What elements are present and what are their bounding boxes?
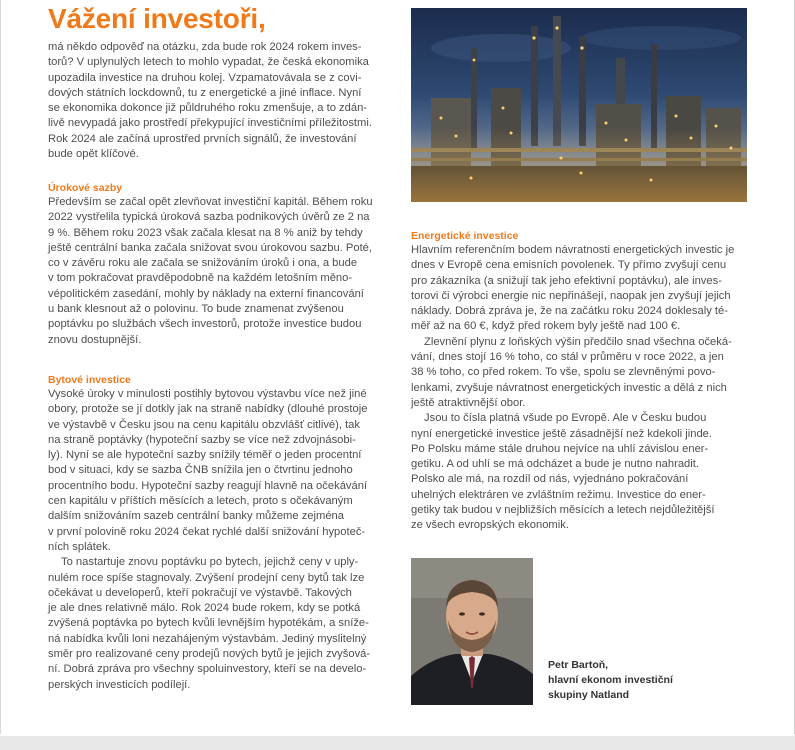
section-heading: Energetické investice: [411, 230, 519, 242]
text-line: ná nabídka kvůli loni nezahájeným výstavbám. Jediný myslitelný: [48, 632, 367, 645]
section-energeticke-investice: [411, 229, 747, 534]
text-line: 9 %. Během roku 2023 však začala klesat na 8 % aniž by tehdy: [48, 226, 363, 239]
text-line: náklady. Dobrá zpráva je, že na začátku roku 2024 doklesaly té-: [411, 305, 728, 318]
text-line: procentního bodu. Hypoteční sazby reagují hlavně na očekávání: [48, 479, 368, 492]
intro-line: bude opět klíčové.: [48, 148, 139, 161]
text-line: u bank klesnout až o polovinu. To bude znamenat zvýšenou: [48, 303, 344, 316]
text-line: Vysoké úroky v minulosti postihly bytovou výstavbu více než jiné: [48, 388, 367, 400]
intro-line: upozadila investice na druhou kolej. Vzpamatovávala se z covi-: [48, 71, 362, 84]
text-line: Jsou to čísla platná všude po Evropě. Ale v Česku budou: [424, 412, 707, 425]
text-line: Zlevnění plynu z loňských výšin předčilo snad všechna očeká-: [424, 335, 732, 348]
intro-line: torů? V uplynulých letech to mohlo vypadat, že česká ekonomika: [48, 56, 369, 69]
text-line: ještě atraktivnější obor.: [411, 396, 526, 409]
text-line: 38 % toho, co před rokem. To vše, spolu se zlevněnými povo-: [411, 366, 716, 379]
text-line: getiky tak budou v nejbližších měsících a letech nejdůležitější: [411, 504, 715, 517]
bottom-bar: [0, 736, 795, 750]
text-line: perských investicích podílejí.: [48, 678, 191, 691]
text-line: v tom pokračovat pravděpodobně na každém letošním měno-: [48, 272, 353, 285]
intro-line: dových státních lockdownů, tu z energetické a jiné inflace. Nyní: [48, 86, 362, 99]
text-line: pro zákazníka (a snižují tak jeho efektivní poptávku), ale inves-: [411, 274, 722, 287]
text-line: ních splátek.: [48, 540, 111, 553]
text-line: Po Polsku máme stále druhou nejvíce na uhlí závislou ener-: [411, 442, 709, 455]
intro-line: má někdo odpověď na otázku, zda bude rok 2024 rokem inves-: [48, 41, 362, 53]
text-line: To nastartuje znovu poptávku po bytech, jejichž ceny v uply-: [61, 556, 359, 569]
text-line: getiku. A od uhlí se má odcházet a bude je nutno nahradit.: [411, 458, 699, 471]
text-line: ze všech evropských ekonomik.: [411, 519, 569, 532]
text-line: uhelných elektráren ve zvláštním režimu. Investice do ener-: [411, 488, 706, 501]
author-portrait-photo: [411, 558, 533, 705]
text-line: směr pro realizované ceny prodejů nových bytů je jejich zvyšová-: [48, 648, 371, 661]
text-line: torovi či výrobci energie nic nepřinášejí, naopak jen zvyšují jejich: [411, 289, 731, 302]
text-line: nyní energetické investice ještě zásadnější než kdekoli jinde.: [411, 427, 712, 440]
text-line: ve výstavbě v Česku jsou na cenu kapitálu obzvlášť citlivé), tak: [48, 418, 360, 431]
text-line: bod v situaci, kdy se sazba ČNB snížila jen o čtvrtinu jednoho: [48, 464, 353, 477]
text-line: ještě centrální banka začala snižovat svou úrokovou sazbu. Poté,: [48, 241, 373, 254]
text-line: ly). Nyní se ale hypoteční sazby snížily téměř o jeden procentní: [48, 449, 362, 462]
industrial-plant-photo: [411, 8, 747, 202]
text-line: Polsko ale má, na rozdíl od nás, vyjednáno pokračování: [411, 473, 689, 486]
text-line: lenkami, zvyšuje návratnost energetických investic a dělá z nich: [411, 381, 727, 394]
section-heading: Bytové investice: [48, 374, 131, 386]
text-line: obory, protože se jí dotkly jak na straně nabídky (dlouhé prostoje: [48, 403, 368, 416]
intro-line: se ekonomika dokonce již půldruhého roku zmenšuje, a to zdán-: [48, 102, 368, 115]
text-line: Především se začal opět zlevňovat investiční kapitál. Během roku: [48, 196, 373, 208]
text-line: dnes v Evropě cena emisních povolenek. Ty přímo zvyšují cenu: [411, 259, 727, 272]
text-line: nulém roce spíše stagnovaly. Zvýšení prodejní ceny bytů tak lze: [48, 571, 365, 584]
text-line: Hlavním referenčním bodem návratnosti energetických investic je: [411, 244, 735, 256]
section-bytove-investice: [48, 373, 392, 693]
intro-paragraph: [48, 40, 392, 162]
text-line: cen kapitálu v příštích měsících a letech, proto s očekávaným: [48, 495, 353, 508]
text-line: poptávku po službách všech investorů, protože investice budou: [48, 318, 362, 331]
text-line: 2022 vystřelila typická úroková sazba podnikových úvěrů ze 2 na: [48, 211, 370, 224]
text-line: zvýšená poptávka po bytech kvůli levnějším hypotékám, a sníže-: [48, 617, 369, 630]
intro-line: Rok 2024 ale začíná uprostřed prvních signálů, že investování: [48, 132, 357, 145]
text-line: je ale dnes relativně málo. Rok 2024 bude rokem, kdy se potká: [48, 602, 361, 615]
text-line: znovu dostupnější.: [48, 333, 142, 346]
text-line: v první polovině roku 2024 čekat rychlé další snižování hypoteč-: [48, 525, 366, 538]
text-line: vépolitickém zasedání, mohly by náklady na externí financování: [48, 287, 364, 300]
author-name: Petr Bartoň,: [548, 659, 609, 671]
text-line: očekávat u developerů, kteří pokračují ve výstavbě. Takových: [48, 586, 352, 599]
text-line: co v závěru roku ale začala se snižováním úroků i ona, a bude: [48, 257, 358, 270]
author-caption: [548, 658, 738, 703]
author-role-line: hlavní ekonom investiční: [548, 674, 673, 686]
intro-line: livě nevypadá jako prostředí překypující investičními příležitostmi.: [48, 117, 372, 130]
section-heading: Úrokové sazby: [48, 182, 123, 194]
text-line: na straně poptávky (hypoteční sazby se více než zdvojnásobi-: [48, 433, 356, 446]
text-line: měř až na 60 €, když před rokem byly ještě nad 100 €.: [411, 320, 681, 333]
text-line: ní. Dobrá zpráva pro všechny spoluinvestory, kteří se na develo-: [48, 663, 367, 676]
section-urokove-sazby: [48, 181, 392, 348]
author-role-line: skupiny Natland: [548, 689, 630, 701]
text-line: vání, dnes stojí 16 % toho, co stál v průměru v roce 2022, a jen: [411, 351, 724, 364]
text-line: dalším snižováním sazeb centrální banky můžeme zejména: [48, 510, 344, 523]
article-title: Vážení investoři,: [48, 3, 266, 34]
